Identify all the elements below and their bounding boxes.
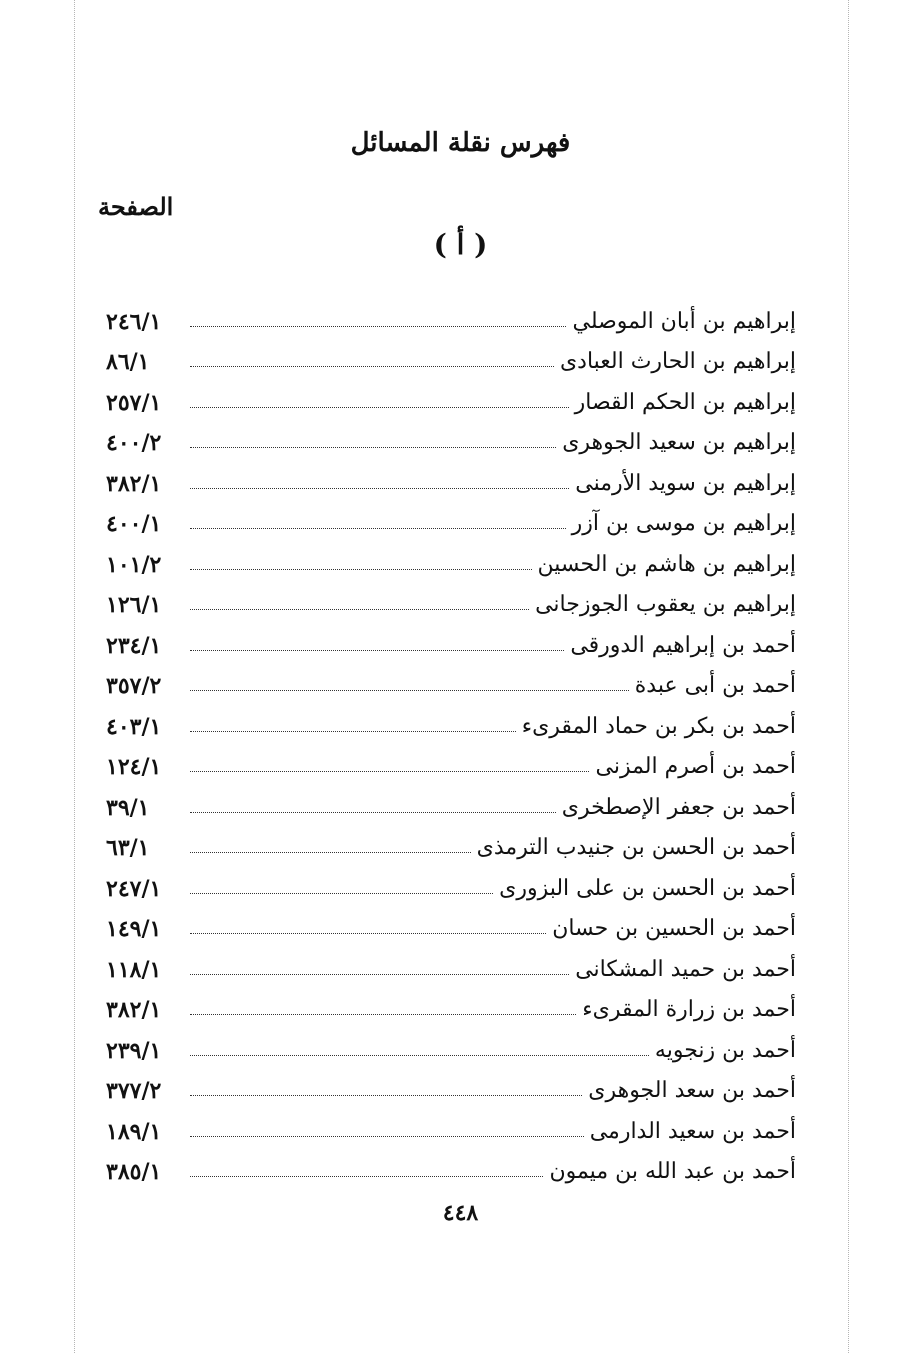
index-entry [106,1066,796,1107]
entry-name: أحمد بن أصرم المزنى [595,754,796,779]
entry-name: أحمد بن زرارة المقرىء [582,997,796,1022]
entry-page-ref: ٣٨٢/١ [106,470,162,497]
dot-leader [190,771,589,772]
entry-name: إبراهيم بن الحكم القصار [574,389,796,415]
entry-page-ref: ١٤٩/١ [106,916,162,942]
entry-page-ref: ٦٣/١ [106,835,150,861]
index-entry [106,782,796,823]
scan-edge-left [74,0,75,1353]
index-entries-list [106,296,796,1187]
dot-leader [190,569,532,570]
entry-name: إبراهيم بن أبان الموصلي [572,308,796,334]
dot-leader [190,1055,649,1056]
index-entry [106,296,796,337]
dot-leader [190,650,564,651]
entry-name: أحمد بن حميد المشكانى [575,956,796,982]
dot-leader [190,893,493,894]
index-entry [106,539,796,580]
entry-page-ref: ٢٣٩/١ [106,1037,162,1064]
entry-name: أحمد بن عبد الله بن ميمون [549,1159,796,1184]
dot-leader [190,974,569,975]
entry-name: إبراهيم بن هاشم بن الحسين [537,551,796,577]
entry-page-ref: ٣٨٥/١ [106,1159,162,1185]
scan-edge-right [848,0,849,1353]
dot-leader [190,528,566,529]
index-entry [106,377,796,418]
index-entry [106,823,796,864]
entry-page-ref: ٣٩/١ [106,794,150,821]
index-entry [106,985,796,1026]
entry-page-ref: ٢٣٤/١ [106,632,162,659]
entry-page-ref: ٣٨٢/١ [106,997,162,1023]
dot-leader [190,852,471,853]
dot-leader [190,488,569,489]
entry-page-ref: ١٨٩/١ [106,1118,162,1145]
entry-page-ref: ٤٠٠/١ [106,511,162,537]
index-entry [106,620,796,661]
dot-leader [190,326,566,327]
entry-name: أحمد بن زنجويه [654,1037,796,1063]
entry-name: أحمد بن الحسين بن حسان [552,916,796,941]
dot-leader [190,447,556,448]
entry-page-ref: ٤٠٣/١ [106,713,162,740]
entry-name: إبراهيم بن سويد الأرمنى [575,470,796,496]
entry-name: أحمد بن الحسن بن جنيدب الترمذى [476,835,796,860]
dot-leader [190,812,556,813]
entry-name: أحمد بن سعد الجوهرى [588,1078,796,1103]
entry-name: إبراهيم بن الحارث العبادى [559,349,796,374]
index-entry [106,1025,796,1066]
entry-name: إبراهيم بن موسى بن آزر [571,511,796,536]
entry-name: أحمد بن الحسن بن على البزورى [499,875,796,901]
entry-page-ref: ٨٦/١ [106,349,150,375]
entry-page-ref: ١٢٦/١ [106,592,162,618]
entry-page-ref: ١٠١/٢ [106,551,162,578]
page-column-header: الصفحة [98,192,174,221]
index-entry [106,458,796,499]
entry-name: أحمد بن إبراهيم الدورقى [570,632,796,658]
index-entry [106,580,796,621]
entry-page-ref: ١٢٤/١ [106,754,162,780]
index-entry [106,1147,796,1188]
entry-page-ref: ٣٧٧/٢ [106,1078,162,1104]
index-entry [106,944,796,985]
entry-page-ref: ٢٤٧/١ [106,875,162,902]
dot-leader [190,1136,584,1137]
page-title: فهرس نقلة المسائل [350,128,571,158]
entry-name: أحمد بن أبى عبدة [634,673,796,698]
index-entry [106,701,796,742]
dot-leader [190,609,529,610]
section-letter-heading: ( أ ) [433,228,488,261]
dot-leader [190,731,516,732]
index-entry [106,904,796,945]
dot-leader [190,1176,543,1177]
index-entry [106,661,796,702]
dot-leader [190,1014,576,1015]
dot-leader [190,1095,582,1096]
entry-page-ref: ٣٥٧/٢ [106,673,162,699]
page-number: ٤٤٨ [442,1200,479,1226]
entry-name: إبراهيم بن سعيد الجوهرى [562,430,796,455]
entry-page-ref: ١١٨/١ [106,956,162,983]
index-entry [106,499,796,540]
index-entry [106,863,796,904]
entry-page-ref: ٢٤٦/١ [106,308,162,335]
entry-name: إبراهيم بن يعقوب الجوزجانى [535,592,796,617]
entry-page-ref: ٢٥٧/١ [106,389,162,416]
dot-leader [190,366,554,367]
entry-name: أحمد بن جعفر الإصطخرى [561,794,796,820]
dot-leader [190,407,569,408]
index-entry [106,418,796,459]
index-entry [106,742,796,783]
entry-page-ref: ٤٠٠/٢ [106,430,162,456]
entry-name: أحمد بن سعيد الدارمى [589,1118,796,1144]
dot-leader [190,933,546,934]
dot-leader [190,690,629,691]
entry-name: أحمد بن بكر بن حماد المقرىء [521,713,796,739]
index-entry [106,1106,796,1147]
index-entry [106,337,796,378]
